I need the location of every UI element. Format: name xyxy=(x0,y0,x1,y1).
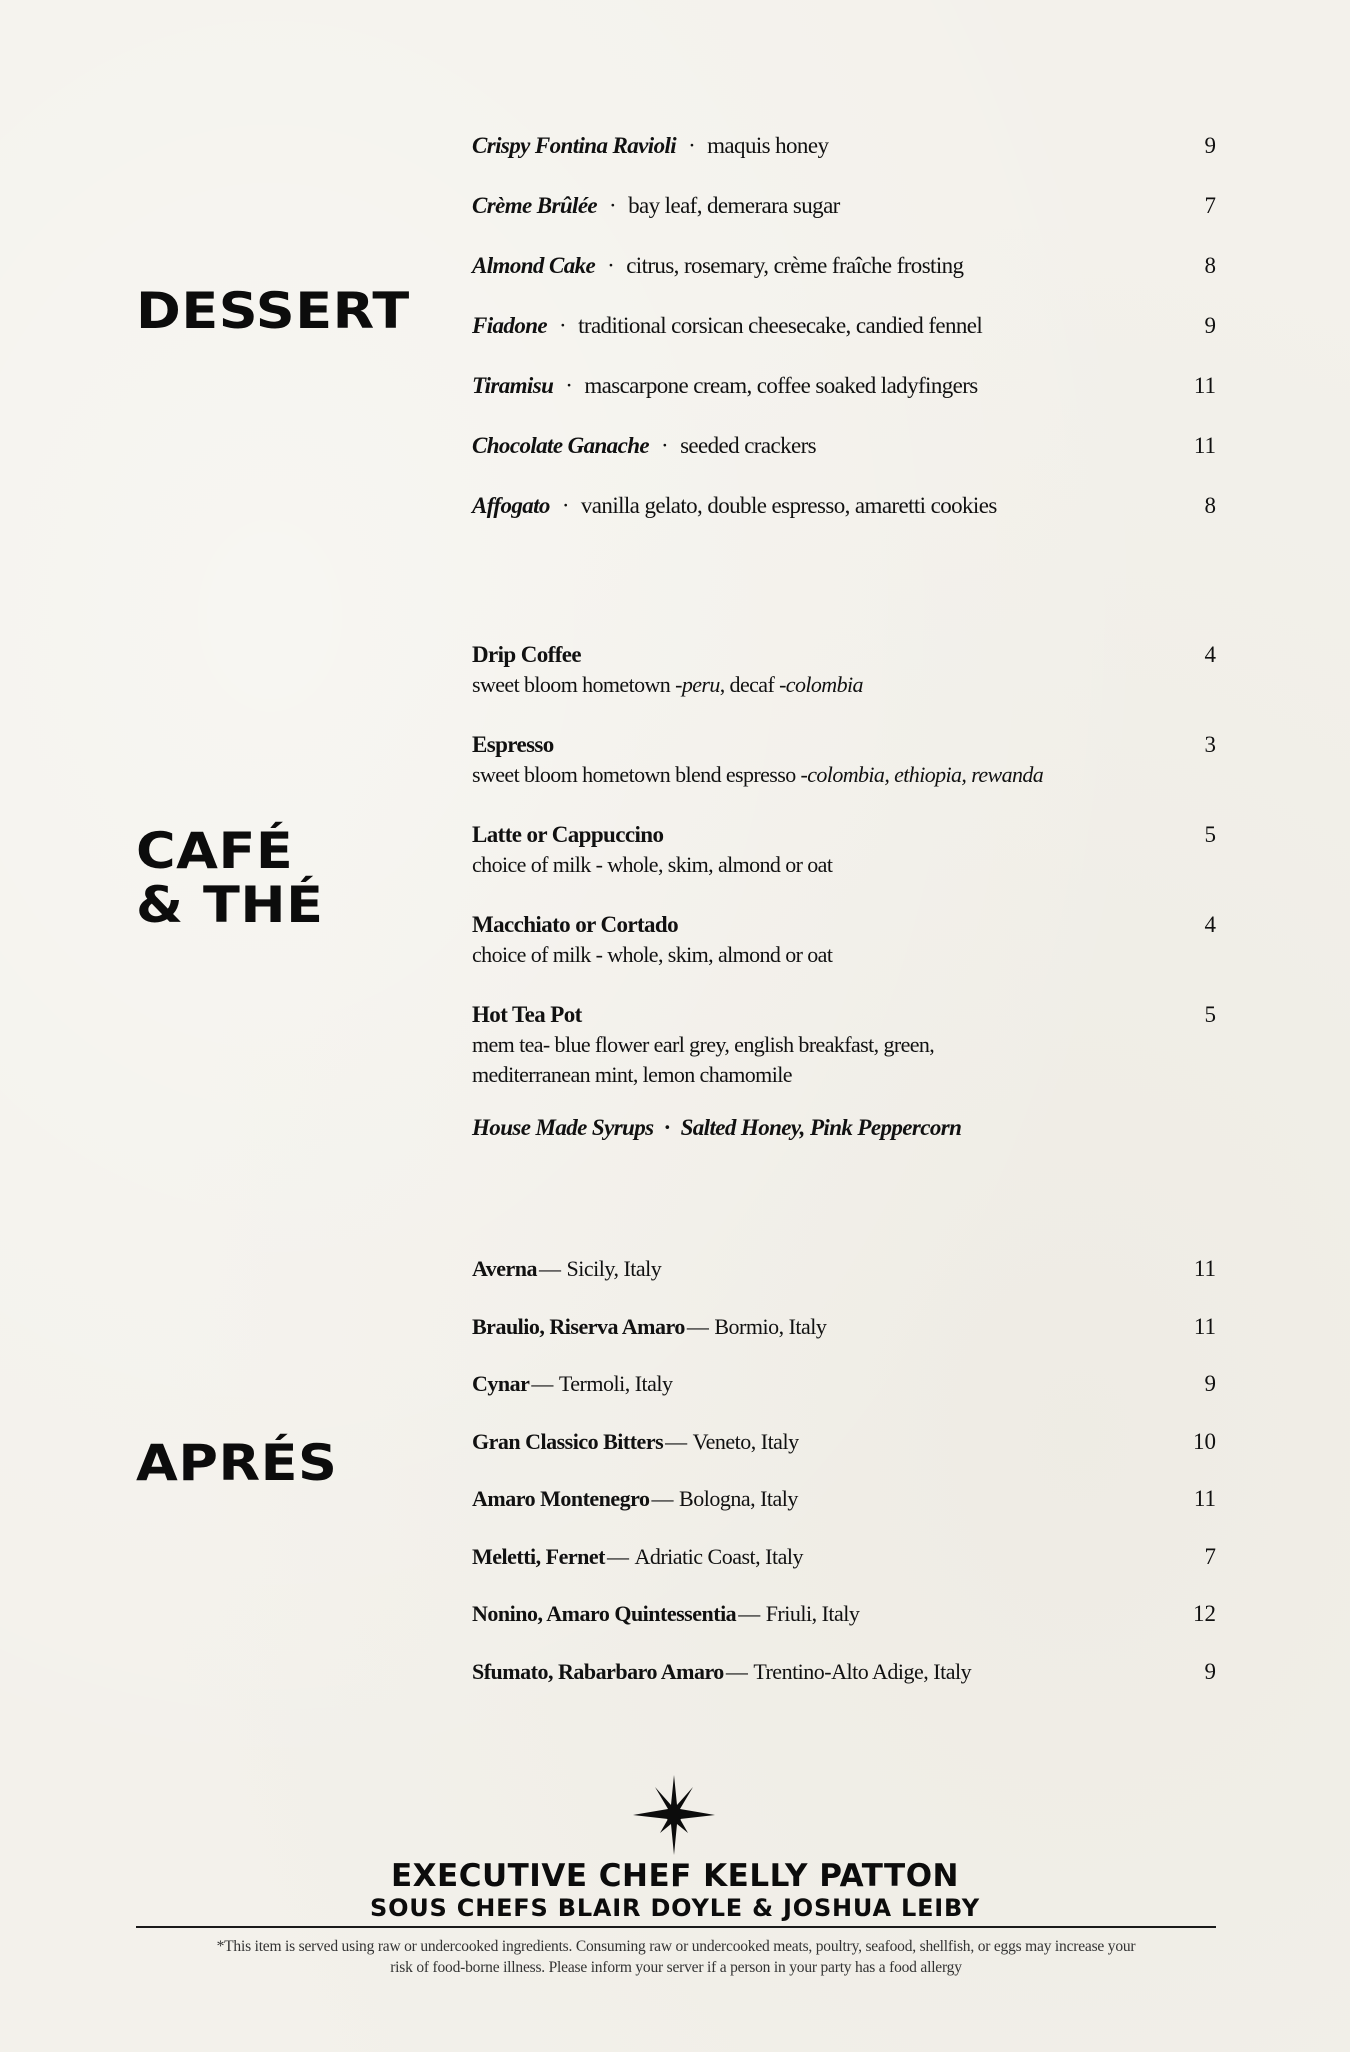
desc-origin: -colombia, ethiopia, rewanda xyxy=(800,762,1044,787)
dash: — xyxy=(665,1428,687,1454)
item-name: Nonino, Amaro Quintessentia xyxy=(472,1601,737,1626)
item-description: seeded crackers xyxy=(680,433,816,458)
item-name: Chocolate Ganache xyxy=(472,433,649,458)
item-origin: Bormio, Italy xyxy=(714,1313,827,1339)
item-description: citrus, rosemary, crème fraîche frosting xyxy=(626,253,964,278)
separator: · xyxy=(688,133,696,158)
menu-item xyxy=(472,1429,1216,1487)
item-name: Latte or Cappuccino xyxy=(472,822,664,847)
apres-list xyxy=(472,1256,1216,1716)
menu-item xyxy=(472,1659,1216,1717)
menu-item xyxy=(472,910,1216,970)
starburst-icon xyxy=(633,1775,715,1855)
item-name: Tiramisu xyxy=(472,373,554,398)
item-price: 4 xyxy=(1204,642,1216,667)
item-price: 5 xyxy=(1204,822,1216,847)
item-origin: Adriatic Coast, Italy xyxy=(634,1543,803,1569)
separator: · xyxy=(607,253,615,278)
menu-item xyxy=(472,253,1216,313)
disclaimer-line: *This item is served using raw or undercooked ingredients. Consuming raw or undercooked meats, poultry, seafood, shellfish, or eggs may increase your xyxy=(216,1938,1136,1955)
dessert-list xyxy=(472,133,1216,553)
item-origin: Veneto, Italy xyxy=(692,1428,799,1454)
item-description: vanilla gelato, double espresso, amaretti cookies xyxy=(580,493,997,518)
item-description: bay leaf, demerara sugar xyxy=(628,193,840,218)
cafe-list xyxy=(472,640,1216,1120)
separator: · xyxy=(565,373,573,398)
menu-item xyxy=(472,1000,1216,1090)
menu-item xyxy=(472,1544,1216,1602)
item-price: 11 xyxy=(1193,1313,1216,1339)
item-name: Amaro Montenegro xyxy=(472,1486,650,1511)
menu-item xyxy=(472,1601,1216,1659)
separator: · xyxy=(559,313,567,338)
item-description: maquis honey xyxy=(707,133,829,158)
menu-item xyxy=(472,730,1216,790)
dash: — xyxy=(651,1486,674,1511)
item-origin: Termoli, Italy xyxy=(558,1371,673,1396)
dash: — xyxy=(725,1658,748,1684)
heading-line: CAFÉ xyxy=(136,822,294,880)
dash: — xyxy=(531,1371,553,1396)
item-origin: Bologna, Italy xyxy=(679,1486,798,1511)
item-price: 5 xyxy=(1204,1002,1216,1027)
item-price: 10 xyxy=(1193,1428,1216,1454)
item-name: Gran Classico Bitters xyxy=(472,1428,664,1454)
item-name: Braulio, Riserva Amaro xyxy=(472,1313,685,1339)
menu-item xyxy=(472,373,1216,433)
item-price: 11 xyxy=(1193,1486,1216,1511)
disclaimer-line: risk of food-borne illness. Please inform your server if a person in your party has a food allergy xyxy=(390,1959,962,1976)
executive-chef: EXECUTIVE CHEF KELLY PATTON xyxy=(390,1858,960,1894)
menu-item xyxy=(472,1371,1216,1429)
item-price: 7 xyxy=(1204,1543,1216,1569)
menu-item xyxy=(472,193,1216,253)
separator: · xyxy=(609,193,617,218)
menu-item xyxy=(472,1486,1216,1544)
item-origin: Sicily, Italy xyxy=(566,1256,662,1281)
syrups-label: House Made Syrups xyxy=(472,1115,654,1140)
menu-item xyxy=(472,1314,1216,1372)
desc-origin: -peru xyxy=(675,672,720,697)
item-origin: Friuli, Italy xyxy=(765,1601,860,1626)
item-price: 4 xyxy=(1204,912,1216,937)
item-name: Crème Brûlée xyxy=(472,193,598,218)
item-name: Drip Coffee xyxy=(472,642,581,667)
section-heading-cafe xyxy=(136,824,324,932)
separator: · xyxy=(561,493,569,518)
food-safety-disclaimer xyxy=(136,1936,1216,1978)
item-name: Sfumato, Rabarbaro Amaro xyxy=(472,1658,724,1684)
house-syrups-note xyxy=(472,1115,961,1141)
menu-item xyxy=(472,313,1216,373)
desc-text: , decaf xyxy=(719,672,780,697)
item-description xyxy=(472,760,1216,790)
separator: · xyxy=(663,1115,671,1140)
menu-item xyxy=(472,820,1216,880)
section-heading-dessert: DESSERT xyxy=(136,282,410,340)
item-name: Hot Tea Pot xyxy=(472,1002,582,1027)
sous-chefs: SOUS CHEFS BLAIR DOYLE & JOSHUA LEIBY xyxy=(369,1894,980,1922)
item-price: 12 xyxy=(1193,1601,1216,1626)
item-price: 9 xyxy=(1204,313,1216,338)
item-name: Crispy Fontina Ravioli xyxy=(472,133,677,158)
item-name: Espresso xyxy=(472,732,554,757)
item-description: choice of milk - whole, skim, almond or oat xyxy=(472,852,833,877)
item-price: 3 xyxy=(1204,732,1216,757)
syrups-flavors: Salted Honey, Pink Peppercorn xyxy=(680,1115,962,1140)
item-name: Almond Cake xyxy=(472,253,596,278)
heading-line: & THÉ xyxy=(136,876,324,934)
item-name: Meletti, Fernet xyxy=(472,1543,605,1569)
desc-text: sweet bloom hometown blend espresso xyxy=(472,762,801,787)
item-description: traditional corsican cheesecake, candied fennel xyxy=(578,313,983,338)
item-origin: Trentino-Alto Adige, Italy xyxy=(753,1658,972,1684)
item-name: Averna xyxy=(472,1256,538,1281)
menu-item xyxy=(472,433,1216,493)
menu-item xyxy=(472,640,1216,700)
dash: — xyxy=(686,1313,709,1339)
item-price: 7 xyxy=(1204,193,1216,218)
dash: — xyxy=(606,1543,629,1569)
item-description: choice of milk - whole, skim, almond or oat xyxy=(472,942,833,967)
separator: · xyxy=(661,433,669,458)
item-name: Macchiato or Cortado xyxy=(472,912,679,937)
menu-item xyxy=(472,493,1216,553)
menu-item xyxy=(472,133,1216,193)
item-price: 9 xyxy=(1204,1658,1216,1684)
item-description xyxy=(472,670,1216,700)
item-name: Cynar xyxy=(472,1371,530,1396)
item-description: mediterranean mint, lemon chamomile xyxy=(472,1062,792,1087)
desc-origin: -colombia xyxy=(779,672,863,697)
dash: — xyxy=(539,1256,561,1281)
menu-item xyxy=(472,1256,1216,1314)
item-price: 9 xyxy=(1204,1371,1216,1396)
item-name: Affogato xyxy=(472,493,550,518)
item-price: 9 xyxy=(1204,133,1216,158)
item-price: 11 xyxy=(1193,433,1216,458)
item-description: mem tea- blue flower earl grey, english breakfast, green, xyxy=(472,1032,935,1057)
dash: — xyxy=(738,1601,760,1626)
item-name: Fiadone xyxy=(472,313,548,338)
item-description: mascarpone cream, coffee soaked ladyfingers xyxy=(584,373,978,398)
section-heading-apres: APRÉS xyxy=(136,1434,338,1492)
item-price: 11 xyxy=(1193,1256,1216,1281)
item-price: 8 xyxy=(1204,253,1216,278)
item-price: 8 xyxy=(1204,493,1216,518)
desc-text: sweet bloom hometown xyxy=(472,672,676,697)
item-price: 11 xyxy=(1193,373,1216,398)
divider xyxy=(136,1926,1216,1928)
